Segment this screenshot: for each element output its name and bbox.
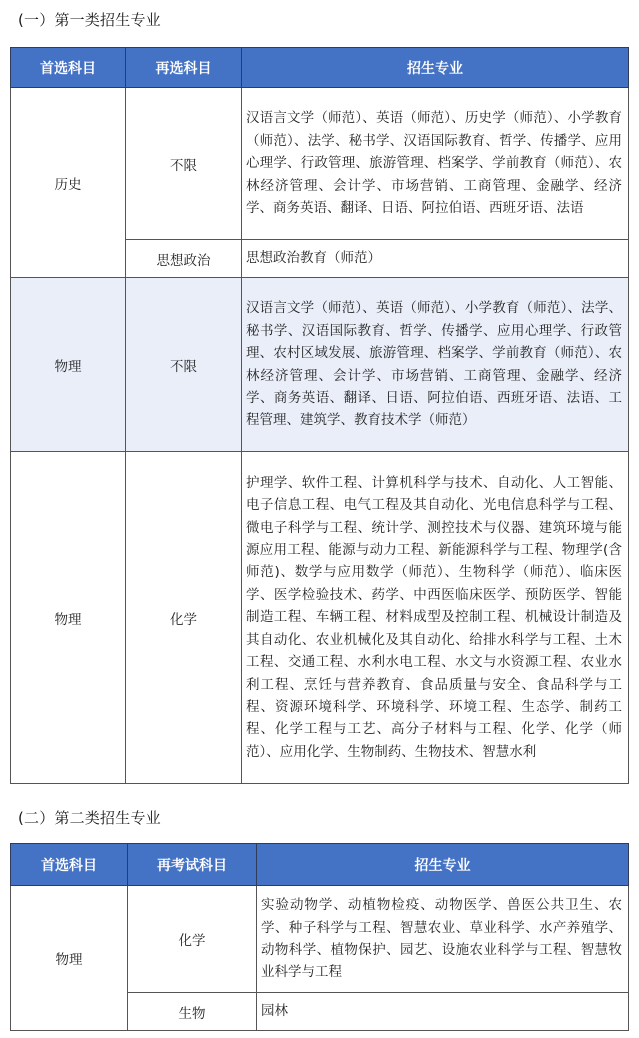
majors-cell: 园林 (257, 993, 629, 1031)
first-subject-cell: 历史 (11, 88, 126, 278)
table-row (11, 88, 629, 240)
majors-cell: 思想政治教育（师范） (242, 240, 629, 278)
first-subject-cell: 物理 (11, 452, 126, 784)
first-subject-cell: 物理 (11, 278, 126, 452)
second-subject-cell: 生物 (128, 993, 257, 1031)
table-header-row (11, 48, 629, 88)
header-first-subject: 首选科目 (11, 844, 128, 886)
section-1-table (10, 47, 629, 784)
header-majors: 招生专业 (257, 844, 629, 886)
majors-cell: 实验动物学、动植物检疫、动物医学、兽医公共卫生、农学、种子科学与工程、智慧农业、草业科学、水产养殖学、动物科学、植物保护、园艺、设施农业科学与工程、智慧牧业科学与工程 (257, 886, 629, 993)
section-1-title: (一）第一类招生专业 (18, 11, 161, 29)
second-subject-cell: 化学 (126, 452, 242, 784)
header-retest-subject: 再考试科目 (128, 844, 257, 886)
first-subject-cell: 物理 (11, 886, 128, 1031)
majors-cell: 汉语言文学（师范）、英语（师范）、历史学（师范）、小学教育（师范）、法学、秘书学、汉语国际教育、哲学、传播学、应用心理学、行政管理、旅游管理、档案学、学前教育（师范）、农林经济管理、会计学、市场营销、工商管理、金融学、经济学、商务英语、翻译、日语、阿拉伯语、西班牙语、法语 (242, 88, 629, 240)
header-second-subject: 再选科目 (126, 48, 242, 88)
second-subject-cell: 不限 (126, 278, 242, 452)
second-subject-cell: 思想政治 (126, 240, 242, 278)
section-2-title: (二）第二类招生专业 (18, 809, 161, 827)
majors-cell: 护理学、软件工程、计算机科学与技术、自动化、人工智能、电子信息工程、电气工程及其自动化、光电信息科学与工程、微电子科学与工程、统计学、测控技术与仪器、建筑环境与能源应用工程、能源与动力工程、新能源科学与工程、物理学(含师范)、数学与应用数学（师范）、生物科学（师范）、临床医学、医学检验技术、药学、中西医临床医学、预防医学、智能制造工程、车辆工程、材料成型及控制工程、机械设计制造及其自动化、农业机械化及其自动化、给排水科学与工程、土木工程、交通工程、水利水电工程、水文与水资源工程、农业水利工程、烹饪与营养教育、食品质量与安全、食品科学与工程、资源环境科学、环境科学、环境工程、生态学、制药工程、化学工程与工艺、高分子材料与工程、化学、化学（师范）、应用化学、生物制药、生物技术、智慧水利 (242, 452, 629, 784)
table-row (11, 886, 629, 993)
table-row (11, 452, 629, 784)
table-row (11, 278, 629, 452)
section-2-table (10, 843, 629, 1031)
table-header-row (11, 844, 629, 886)
second-subject-cell: 化学 (128, 886, 257, 993)
header-first-subject: 首选科目 (11, 48, 126, 88)
header-majors: 招生专业 (242, 48, 629, 88)
majors-cell: 汉语言文学（师范）、英语（师范）、小学教育（师范）、法学、秘书学、汉语国际教育、哲学、传播学、应用心理学、行政管理、农村区域发展、旅游管理、档案学、学前教育（师范）、农林经济管理、会计学、市场营销、工商管理、金融学、经济学、商务英语、翻译、日语、阿拉伯语、西班牙语、法语、工程管理、建筑学、教育技术学（师范） (242, 278, 629, 452)
second-subject-cell: 不限 (126, 88, 242, 240)
